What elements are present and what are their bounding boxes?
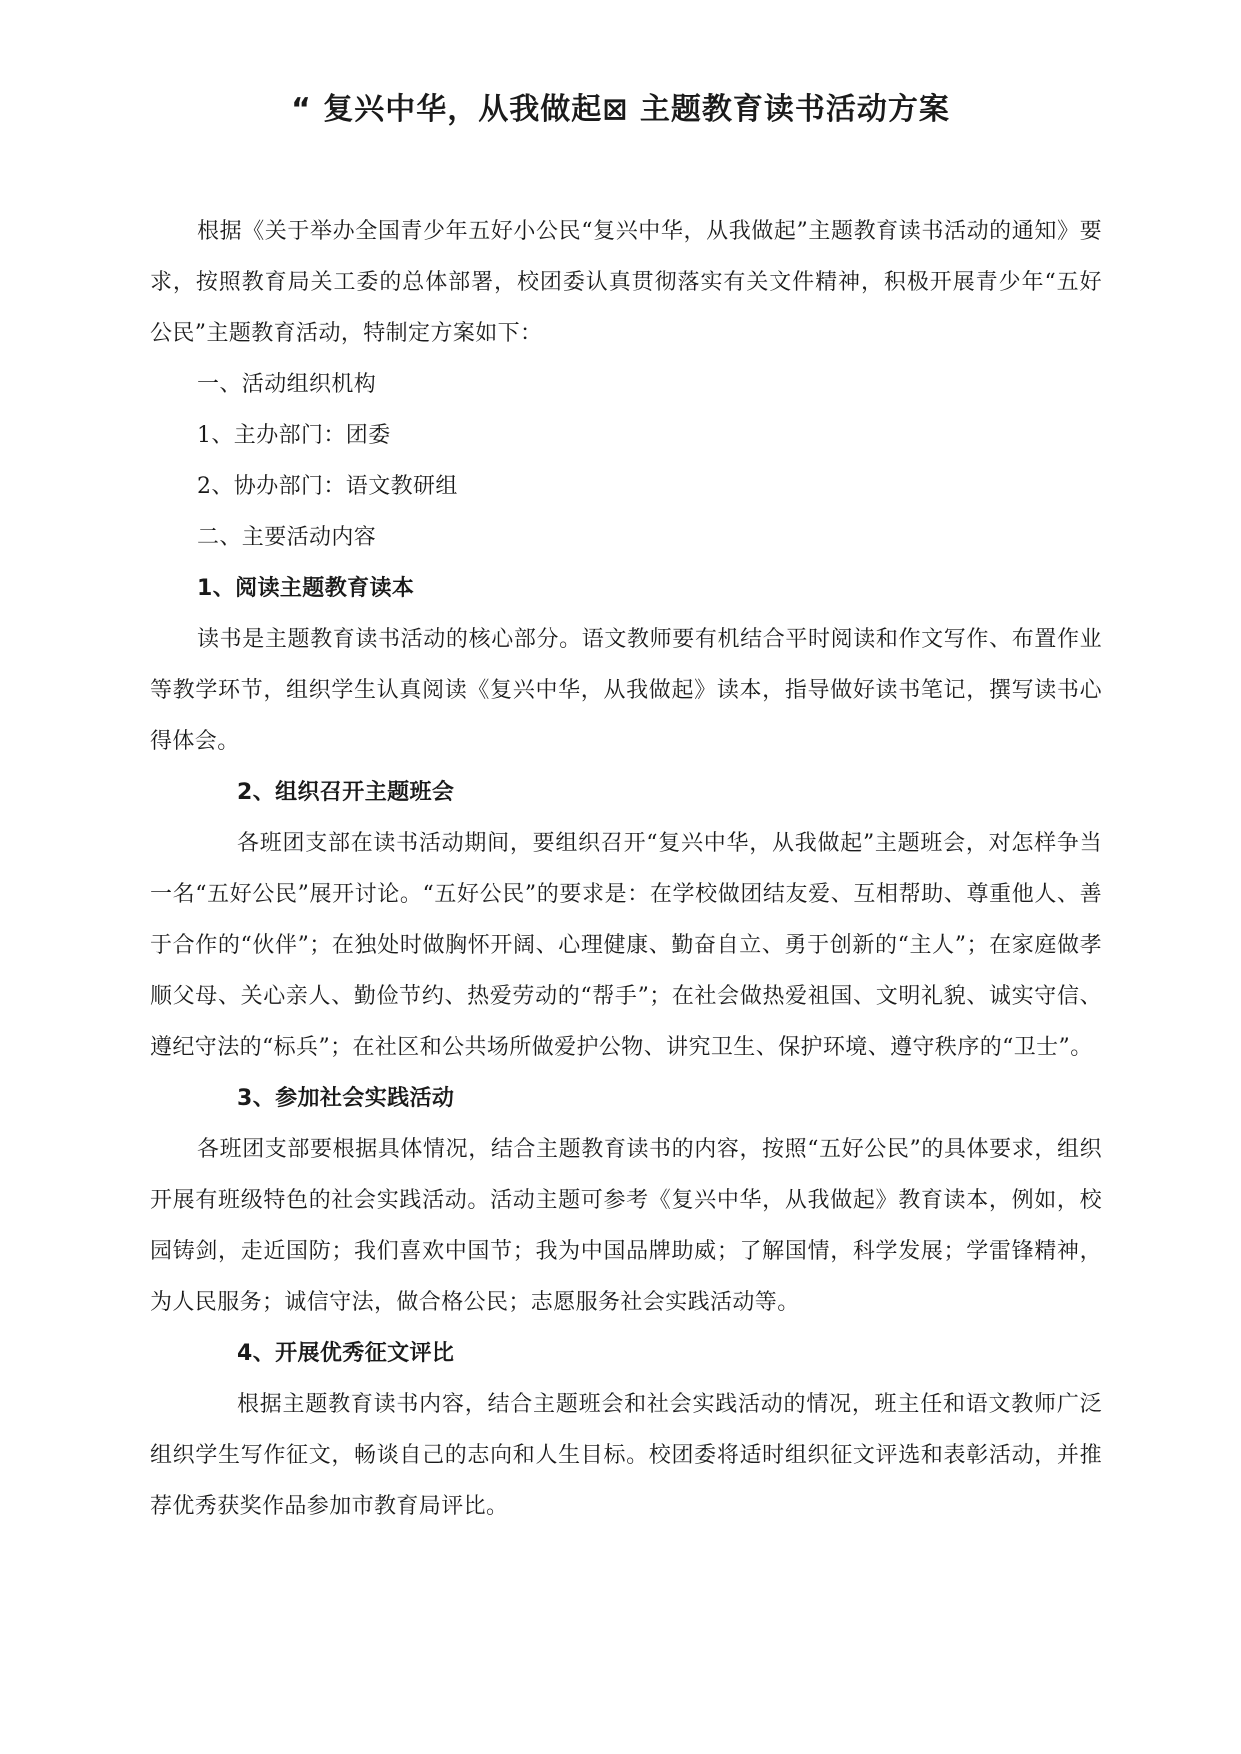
- paragraph-social-practice: 各班团支部要根据具体情况，结合主题教育读书的内容，按照“五好公民”的具体要求，组织开展有班级特色的社会实践活动。活动主题可参考《复兴中华，从我做起》教育读本，例如，校园铸剑，走近国防；我们喜欢中国节；我为中国品牌助威；了解国情，科学发展；学雷锋精神，为人民服务；诚信守法，做合格公民；志愿服务社会实践活动等。: [150, 1137, 1102, 1315]
- subheading-social-practice: 3、参加社会实践活动: [237, 1086, 455, 1111]
- organizer-item: 1、主办部门：团委: [197, 423, 391, 448]
- section-heading-activities: 二、主要活动内容: [197, 525, 377, 550]
- paragraph-essay-contest: 根据主题教育读书内容，结合主题班会和社会实践活动的情况，班主任和语文教师广泛组织学生写作征文，畅谈自己的志向和人生目标。校团委将适时组织征文评选和表彰活动，并推荐优秀获奖作品参加市教育局评比。: [150, 1392, 1102, 1519]
- section-heading-organization: 一、活动组织机构: [197, 372, 377, 397]
- intro-paragraph: 根据《关于举办全国青少年五好小公民“复兴中华，从我做起”主题教育读书活动的通知》要求，按照教育局关工委的总体部署，校团委认真贯彻落实有关文件精神，积极开展青少年“五好公民”主题教育活动，特制定方案如下：: [150, 219, 1102, 346]
- paragraph-reading: 读书是主题教育读书活动的核心部分。语文教师要有机结合平时阅读和作文写作、布置作业等教学环节，组织学生认真阅读《复兴中华，从我做起》读本，指导做好读书笔记，撰写读书心得体会。: [150, 627, 1102, 754]
- subheading-essay-contest: 4、开展优秀征文评比: [237, 1341, 455, 1366]
- document-title: “ 复兴中华，从我做起⊠ 主题教育读书活动方案: [291, 92, 950, 127]
- paragraph-class-meeting: 各班团支部在读书活动期间，要组织召开“复兴中华，从我做起”主题班会，对怎样争当一名“五好公民”展开讨论。“五好公民”的要求是：在学校做团结友爱、互相帮助、尊重他人、善于合作的“伙伴”；在独处时做胸怀开阔、心理健康、勤奋自立、勇于创新的“主人”；在家庭做孝顺父母、关心亲人、勤俭节约、热爱劳动的“帮手”；在社会做热爱祖国、文明礼貌、诚实守信、遵纪守法的“标兵”；在社区和公共场所做爱护公物、讲究卫生、保护环境、遵守秩序的“卫士”。: [150, 831, 1102, 1060]
- subheading-class-meeting: 2、组织召开主题班会: [237, 780, 455, 805]
- subheading-reading: 1、阅读主题教育读本: [197, 576, 415, 601]
- document-body: [150, 206, 1102, 1532]
- co-organizer-item: 2、协办部门：语文教研组: [197, 474, 458, 499]
